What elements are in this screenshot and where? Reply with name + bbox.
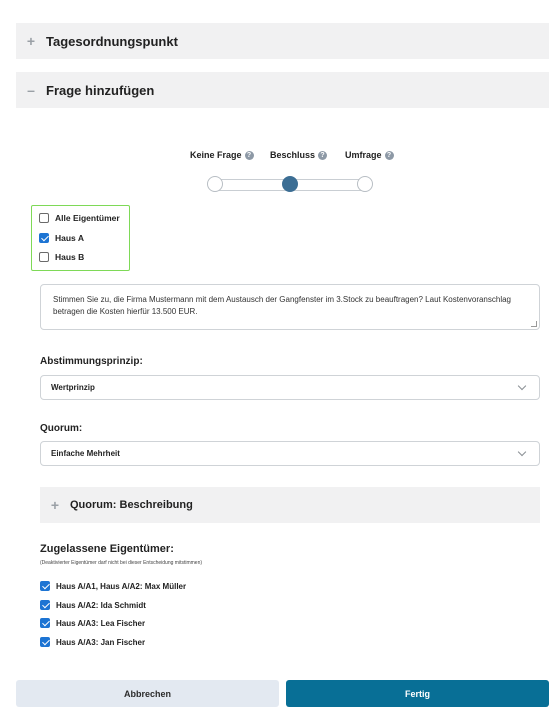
allowed-owners-note: (Deaktivierter Eigentümer darf nicht bei dieser Entscheidung mitstimmen) xyxy=(40,560,203,566)
option-keine-frage[interactable]: Keine Frage ? xyxy=(190,150,254,160)
question-type-slider[interactable] xyxy=(205,176,375,194)
checkbox-haus-a[interactable]: Haus A xyxy=(39,233,84,243)
checkbox-alle-eigentuemer[interactable]: Alle Eigentümer xyxy=(39,213,120,223)
owner-checkbox-jan-fischer[interactable]: Haus A/A3: Jan Fischer xyxy=(40,637,145,647)
option-beschluss[interactable]: Beschluss ? xyxy=(270,150,327,160)
owner-checkbox-ida-schmidt[interactable]: Haus A/A2: Ida Schmidt xyxy=(40,600,146,610)
checkbox-checked-icon[interactable] xyxy=(40,600,50,610)
checkbox-checked-icon[interactable] xyxy=(40,581,50,591)
accordion-title: Frage hinzufügen xyxy=(46,82,155,98)
cancel-button[interactable]: Abbrechen xyxy=(16,680,279,707)
quorum-label: Quorum: xyxy=(40,423,83,434)
accordion-title: Tagesordnungspunkt xyxy=(46,33,178,49)
owner-checkbox-max-mueller[interactable]: Haus A/A1, Haus A/A2: Max Müller xyxy=(40,581,186,591)
expand-icon: + xyxy=(50,497,60,513)
checkbox-haus-b[interactable]: Haus B xyxy=(39,252,84,262)
accordion-add-question[interactable] xyxy=(16,72,549,108)
question-type-labels xyxy=(0,150,560,166)
voting-principle-label: Abstimmungsprinzip: xyxy=(40,356,143,367)
resize-handle-icon[interactable] xyxy=(531,321,537,327)
slider-stop-umfrage[interactable] xyxy=(357,176,373,192)
chevron-down-icon xyxy=(518,382,526,390)
help-icon[interactable]: ? xyxy=(318,151,327,160)
accordion-quorum-description[interactable] xyxy=(40,487,540,523)
accordion-title: Quorum: Beschreibung xyxy=(70,499,193,511)
allowed-owners-title: Zugelassene Eigentümer: xyxy=(40,543,174,555)
quorum-select[interactable]: Einfache Mehrheit xyxy=(40,441,540,466)
checkbox-checked-icon[interactable] xyxy=(40,637,50,647)
slider-stop-keine-frage[interactable] xyxy=(207,176,223,192)
checkbox-checked-icon[interactable] xyxy=(40,618,50,628)
accordion-agenda-item[interactable] xyxy=(16,23,549,59)
checkbox-icon[interactable] xyxy=(39,213,49,223)
checkbox-checked-icon[interactable] xyxy=(39,233,49,243)
slider-knob-beschluss[interactable] xyxy=(282,176,298,192)
owner-checkbox-lea-fischer[interactable]: Haus A/A3: Lea Fischer xyxy=(40,618,145,628)
help-icon[interactable]: ? xyxy=(245,151,254,160)
checkbox-icon[interactable] xyxy=(39,252,49,262)
voting-principle-select[interactable]: Wertprinzip xyxy=(40,375,540,400)
chevron-down-icon xyxy=(518,448,526,456)
collapse-icon: – xyxy=(27,82,35,98)
option-umfrage[interactable]: Umfrage ? xyxy=(345,150,394,160)
expand-icon: + xyxy=(26,33,36,49)
question-textarea[interactable]: Stimmen Sie zu, die Firma Mustermann mit dem Austausch der Gangfenster im 3.Stock zu beauftragen? Laut Kostenvoranschlag betragen die Kosten hierfür 13.500 EUR. xyxy=(40,284,540,330)
done-button[interactable]: Fertig xyxy=(286,680,549,707)
help-icon[interactable]: ? xyxy=(385,151,394,160)
